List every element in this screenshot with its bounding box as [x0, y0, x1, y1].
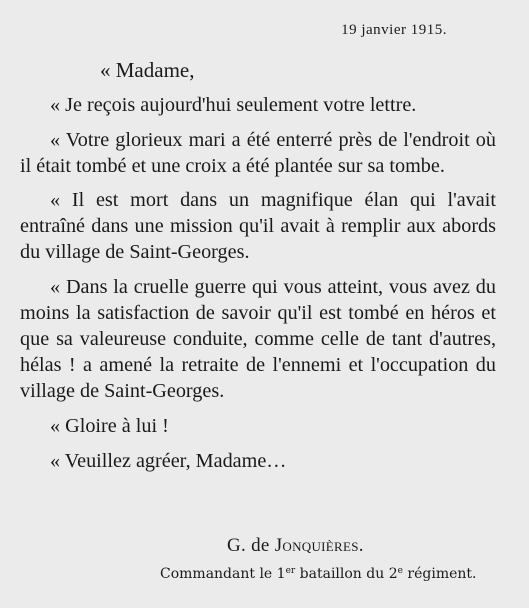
signature-initial: G. de [227, 535, 275, 556]
rank-prefix: Commandant le 1 [160, 566, 286, 582]
signatory-rank [160, 566, 476, 582]
salutation: « Madame, [100, 58, 195, 82]
rank-sup-1: er [285, 566, 296, 576]
paragraph-burial: « Votre glorieux mari a été enterré près de l'endroit où il était tombé et une croix a été plantée sur sa tombe. [20, 128, 496, 177]
rank-sup-2: e [397, 566, 403, 576]
paragraph-receipt: « Je reçois aujourd'hui seulement votre lettre. [50, 94, 417, 116]
paragraph-death: « Il est mort dans un magnifique élan qui l'avait entraîné dans une mission qu'il avait à remplir aux abords du village de Saint-Georges. [20, 189, 496, 264]
signature [227, 535, 364, 557]
letter-date: 19 janvier 1915. [341, 22, 447, 38]
rank-middle: bataillon du 2 [295, 566, 398, 582]
paragraph-hero: « Dans la cruelle guerre qui vous atteint, vous avez du moins la satisfaction de savoir qu'il est tombé en héros et que sa valeureuse conduite, comme celle de tant d'autres, hélas ! a amené la retraite de l'ennemi et l'occupation du village de Saint-Georges. [20, 276, 496, 403]
signature-surname: Jonquières. [274, 535, 364, 556]
paragraph-closing: « Veuillez agréer, Madame… [50, 449, 287, 472]
letter-body [20, 92, 496, 482]
rank-suffix: régiment. [402, 566, 477, 582]
paragraph-glory: « Gloire à lui ! [50, 415, 169, 438]
